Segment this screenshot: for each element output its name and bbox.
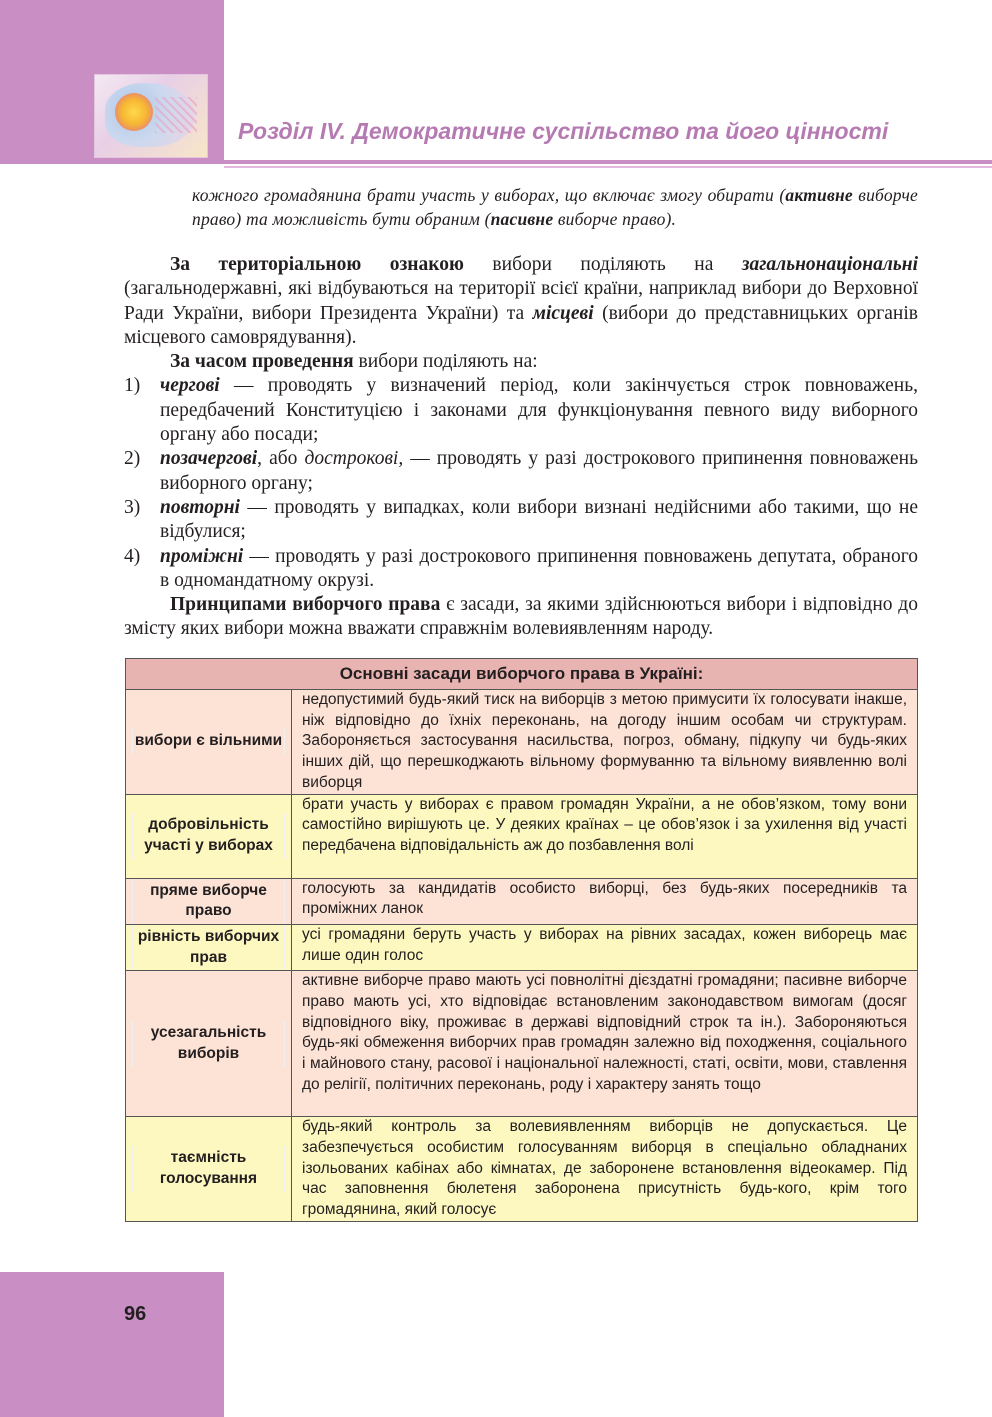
footer-band <box>0 1272 224 1417</box>
row-label: рівність виборчих прав <box>132 925 285 970</box>
main-text <box>124 253 918 642</box>
row-text: усі громадяни беруть участь у виборах на рівних засадах, кожен виборець має лише один голос <box>292 924 918 970</box>
list-item: 1) чергові — проводять у визначений період, коли закінчується строк повноважень, передбачений Конституцією і законами для функціонування певного виду виборного органу або посади; <box>124 375 918 446</box>
row-text: активне виборче право мають усі повнолітні дієздатні громадяни; пасивне виборче право мають усі, хто відповідає встановленим законодавством вимогам (досяг відповідного віку, проживає в державі відповідний строк та ін.). Забороняються будь-які обмеження виборчих прав громадян залежно від походження, соціального і майнового стану, расової і національної належності, статі, освіти, мови, ставлення до релігії, політичних переконань, роду і характеру занять тощо <box>292 971 918 1117</box>
row-label: усезагальність виборів <box>132 1021 285 1066</box>
table-row <box>126 971 918 1117</box>
list-item: 3) повторні — проводять у випадках, коли вибори визнані недійсними або такими, що не відбулися; <box>124 496 918 543</box>
table-row <box>126 1117 918 1222</box>
table-row <box>126 878 918 924</box>
row-text: будь-який контроль за волевиявленням виборців не допускається. Це забезпечується особистим голосуванням виборця в спеціально обладнаних ізольованих кабінах або кімнатах, де заборонене встановлення відеокамер. Під час заповнення бюлетеня заборонена присутність будь-кого, крім того громадянина, який голосує <box>292 1117 918 1222</box>
table-row <box>126 690 918 795</box>
table-row <box>126 794 918 878</box>
row-label: добровільність участі у виборах <box>132 813 285 858</box>
definition-paragraph: кожного громадянина брати участь у виборах, що включає змогу обирати (активне виборче право) та можливість бути обраним (пасивне виборче право). <box>192 185 919 229</box>
table-row <box>126 924 918 970</box>
row-text: брати участь у виборах є правом громадян України, а не обов’язком, тому вони самостійно вирішують це. У деяких країнах – це обов’язок і за ухилення від участі передбачена відповідальність аж до позбавлення волі <box>292 794 918 878</box>
active-term: активне <box>785 185 853 205</box>
list-item: 4) проміжні — проводять у разі дострокового припинення повноважень депутата, обраного в одномандатному окрузі. <box>124 545 918 591</box>
list-item: 2) позачергові, або дострокові, — проводять у разі дострокового припинення повноважень виборного органу; <box>124 448 918 494</box>
row-label: пряме виборче право <box>132 879 285 924</box>
row-label: вибори є вільними <box>132 729 285 754</box>
principles-table <box>125 658 918 1222</box>
page-number: 96 <box>124 1303 147 1325</box>
row-text: недопустимий будь-який тиск на виборців з метою примусити їх голосувати інакше, ніж відповідно до їхніх переконань, на догоду іншим особам чи структурам. Забороняється застосування насильства, погроз, обману, підкупу чи будь-яких інших дій, що перешкоджають вільному формуванню та вільному виявленню волі виборця <box>292 690 918 795</box>
header-divider-thin <box>224 166 992 168</box>
chapter-title: Розділ IV. Демократичне суспільство та його цінності <box>238 118 889 144</box>
row-text: голосують за кандидатів особисто виборці, без будь-яких посередників та проміжних ланок <box>292 878 918 924</box>
header-divider <box>0 160 992 164</box>
principles-paragraph: Принципами виборчого права є засади, за якими здійснюються вибори і відповідно до змісту яких вибори можна вважати справжнім волевиявленням народу. <box>124 594 918 640</box>
table-title: Основні засади виборчого права в Україні: <box>126 659 918 690</box>
row-label: таємність голосування <box>132 1146 285 1191</box>
election-types-list <box>124 374 918 593</box>
ukraine-map-logo-icon <box>94 74 208 158</box>
passive-term: пасивне <box>490 209 554 229</box>
timing-paragraph: За часом проведення вибори поділяють на: <box>170 351 538 373</box>
territorial-paragraph: За територіальною ознакою вибори поділяють на загальнонаціональні (загальнодержавні, які відбуваються на території всієї країни, наприклад вибори до Верховної Ради України, вибори Президента України) та місцеві (вибори до представницьких органів місцевого самоврядування). <box>124 254 919 348</box>
